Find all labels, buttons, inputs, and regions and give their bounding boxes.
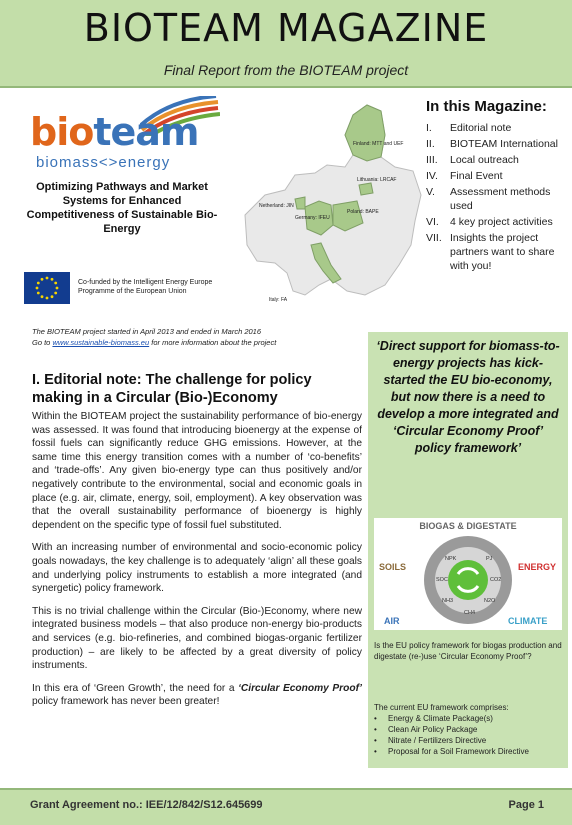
ring-item: SOC — [436, 577, 448, 583]
list-item — [374, 713, 564, 724]
policy-question: Is the EU policy framework for biogas production and digestate (re-)use ‘Circular Economy Proof’? — [374, 641, 562, 661]
logo-tagline: biomass<>energy — [36, 154, 171, 171]
toc-item[interactable] — [426, 185, 566, 213]
list-item-label: Proposal for a Soil Framework Directive — [388, 747, 529, 756]
map-label-finland: Finland: MTT and UEF — [353, 141, 404, 147]
diagram-bottom-right-label: CLIMATE — [508, 616, 548, 626]
editorial-paragraph-1: Within the BIOTEAM project the sustainability performance of bio-energy was assessed. It was found that introducing bioenergy at the expense of fossil fuels can significantly reduce GHG emissions. However, at the same time this energy transition comes with a number of ‘co-benefits’ and ‘trade-offs’. Any given bio-energy type can thus positively and/or negatively contribute to the environmental, social and economic goals in place (e.g. air, climate, energy, soil, employment). A key observation was that the overall sustainability performance of bioenergy is highly dependent on the specific type of fossil fuel substituted. — [32, 411, 362, 531]
toc-item[interactable] — [426, 137, 566, 151]
list-item — [374, 735, 564, 746]
list-item — [374, 724, 564, 735]
toc-item-number: VI. — [426, 216, 439, 228]
diagram-right-label: ENERGY — [518, 562, 557, 572]
bullet-icon: • — [374, 725, 377, 734]
paragraph-4-end: policy framework has never been greater! — [32, 696, 220, 708]
toc-item-label: Local outreach — [450, 154, 519, 166]
diagram-left-label: SOILS — [379, 562, 407, 572]
project-link-line — [32, 337, 362, 348]
editorial-heading: I. Editorial note: The challenge for policy making in a Circular (Bio-)Economy — [32, 372, 312, 406]
toc-item[interactable] — [426, 231, 566, 273]
eu-flag-icon — [24, 272, 70, 304]
paragraph-4-start: In this era of ‘Green Growth’, the need for a — [32, 682, 239, 694]
list-item-label: Nitrate / Fertilizers Directive — [388, 736, 487, 745]
link-suffix: for more information about the project — [149, 338, 277, 347]
ring-item: N2O — [484, 598, 496, 604]
bullet-icon: • — [374, 747, 377, 756]
map-label-netherland: Netherland: JIN — [259, 203, 294, 209]
list-intro: The current EU framework comprises: — [374, 703, 509, 712]
eu-funding-text: Co-funded by the Intelligent Energy Europe Programme of the European Union — [78, 279, 213, 295]
project-dates-note — [32, 326, 362, 348]
toc-item-label: Assessment methods used — [450, 186, 551, 212]
magazine-header — [0, 0, 572, 88]
list-item — [374, 746, 564, 757]
toc-item-number: II. — [426, 138, 435, 150]
toc-item-label: Insights the project partners want to share with you! — [450, 232, 555, 272]
toc-item-number: VII. — [426, 232, 442, 244]
toc-item[interactable] — [426, 153, 566, 167]
editorial-paragraph-4 — [32, 682, 362, 709]
logo-word-team: team — [93, 110, 199, 154]
circular-economy-diagram — [374, 518, 562, 630]
editorial-paragraph-2: With an increasing number of environmental and socio-economic policy goals nowadays, the key challenge is to adequately ‘align’ all these goals and underlying policy instruments to establish a more integrated (and synergetic) policy framework. — [32, 542, 362, 595]
map-label-poland: Poland: BAPE — [347, 209, 379, 215]
link-prefix: Go to — [32, 338, 53, 347]
list-item-label: Clean Air Policy Package — [388, 725, 478, 734]
ring-item: CO2 — [490, 577, 502, 583]
pull-quote: ‘Direct support for biomass-to-energy projects has kick-started the EU bio-economy, but now there is a need to develop a more integrated and ‘Circular Economy Proof’ policy framework’ — [376, 339, 560, 455]
map-label-germany: Germany: IFEU — [295, 215, 330, 221]
page-footer — [0, 788, 572, 825]
toc-item-label: Final Event — [450, 170, 503, 182]
paragraph-4-emphasis: ‘Circular Economy Proof’ — [238, 682, 362, 694]
toc-item-label: Editorial note — [450, 122, 512, 134]
project-website-link[interactable]: www.sustainable-biomass.eu — [52, 338, 150, 347]
toc-item-number: III. — [426, 154, 438, 166]
magazine-subtitle: Final Report from the BIOTEAM project — [163, 62, 409, 78]
table-of-contents — [426, 98, 566, 275]
logo-word-bio: bio — [30, 110, 94, 154]
toc-title: In this Magazine: — [426, 98, 547, 115]
toc-item[interactable] — [426, 121, 566, 135]
list-item-label: Energy & Climate Package(s) — [388, 714, 493, 723]
page-number: Page 1 — [508, 799, 544, 811]
ring-item: NH3 — [442, 598, 454, 604]
europe-partner-map — [235, 95, 425, 310]
ring-item: NPK — [445, 556, 457, 562]
ring-item: CH4 — [464, 610, 476, 616]
ring-item: PJ — [486, 556, 493, 562]
magazine-title: BIOTEAM MAGAZINE — [83, 6, 489, 50]
map-label-italy: Italy: FA — [269, 297, 288, 303]
bullet-icon: • — [374, 736, 377, 745]
bullet-icon: • — [374, 714, 377, 723]
toc-item-number: V. — [426, 186, 435, 198]
eu-funding-badge — [24, 272, 214, 308]
project-dates-line: The BIOTEAM project started in April 2013 and ended in March 2016 — [32, 327, 262, 336]
toc-item-label: BIOTEAM International — [450, 138, 558, 150]
map-label-lithuania: Lithuania: LRCAF — [357, 177, 397, 183]
toc-item[interactable] — [426, 169, 566, 183]
diagram-bottom-left-label: AIR — [384, 616, 400, 626]
toc-item-label: 4 key project activities — [450, 216, 553, 228]
grant-agreement: Grant Agreement no.: IEE/12/842/S12.645699 — [30, 799, 263, 811]
toc-item[interactable] — [426, 215, 566, 229]
diagram-top-label: BIOGAS & DIGESTATE — [419, 521, 517, 531]
logo-wordmark — [30, 110, 199, 154]
quote-sidebar — [368, 332, 568, 768]
recycle-globe-icon — [448, 560, 488, 600]
toc-item-number: I. — [426, 122, 432, 134]
eu-framework-list — [374, 702, 564, 757]
toc-item-number: IV. — [426, 170, 438, 182]
project-description: Optimizing Pathways and Market Systems for Enhanced Competitiveness of Sustainable Bio-Energy — [26, 181, 218, 235]
editorial-body — [32, 410, 362, 718]
editorial-paragraph-3: This is no trivial challenge within the Circular (Bio-)Economy, where new integrated business models – that also produce non-energy bio-products and services (e.g. bio-refineries, and combined biogas-organic fertilizer production) – are likely to be affected by a great diversity of policy instruments. — [32, 605, 362, 672]
